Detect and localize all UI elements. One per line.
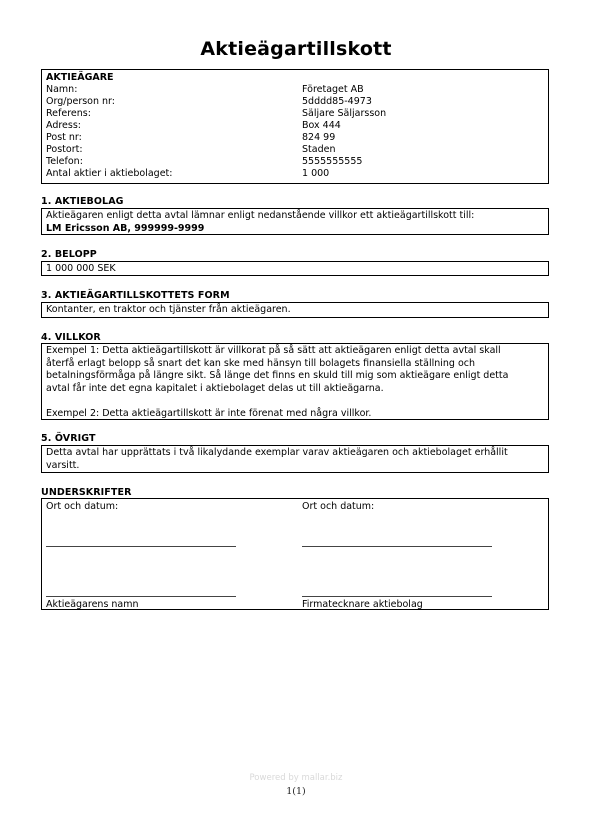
left-name-signature-line [46, 596, 236, 597]
owner-row [46, 132, 544, 144]
section-title-form: 3. AKTIEÄGARTILLSKOTTETS FORM [41, 290, 230, 301]
owner-row [46, 84, 544, 96]
powered-by-footer: Powered by mallar.biz [249, 773, 343, 783]
villkor-line: Exempel 1: Detta aktieägartillskott är villkorat på så sätt att aktieägaren enligt detta avtal skall [46, 345, 501, 356]
right-place-date-label: Ort och datum: [302, 501, 375, 512]
owner-row-label: Antal aktier i aktiebolaget: [46, 168, 173, 179]
belopp-value: 1 000 000 SEK [46, 263, 116, 274]
aktiebolag-text: Aktieägaren enligt detta avtal lämnar enligt nedanstående villkor ett aktieägartillskott till: [46, 210, 475, 221]
right-name-signature-line [302, 596, 492, 597]
owner-row-label: Telefon: [46, 156, 83, 167]
owner-row-value: Staden [302, 144, 336, 155]
owner-row [46, 96, 544, 108]
owner-row [46, 120, 544, 132]
section-title-aktiebolag: 1. AKTIEBOLAG [41, 196, 124, 207]
villkor-line: återfå erlagt belopp så snart det kan ske med hänsyn till bolagets finansiella ställning och [46, 357, 476, 369]
aktiebolag-box [41, 208, 549, 235]
owner-row-label: Namn: [46, 84, 78, 95]
belopp-box [41, 261, 549, 276]
villkor-example2: Exempel 2: Detta aktieägartillskott är inte förenat med några villkor. [46, 407, 372, 419]
owner-row-value: 5dddd85-4973 [302, 96, 372, 107]
owner-row-label: Adress: [46, 120, 82, 131]
owner-row [46, 144, 544, 156]
ovrigt-box [41, 445, 549, 473]
form-text: Kontanter, en traktor och tjänster från aktieägaren. [46, 304, 291, 315]
owner-row-value: 824 99 [302, 132, 336, 143]
left-date-signature-line [46, 546, 236, 547]
form-box [41, 302, 549, 318]
right-name-label: Firmatecknare aktiebolag [302, 599, 423, 610]
aktiebolag-company: LM Ericsson AB, 999999-9999 [46, 222, 205, 234]
left-name-label: Aktieägarens namn [46, 599, 139, 610]
owner-row-label: Org/person nr: [46, 96, 115, 107]
owner-row [46, 156, 544, 168]
ovrigt-line: varsitt. [46, 459, 80, 471]
left-place-date-label: Ort och datum: [46, 501, 119, 512]
page-number: 1(1) [286, 786, 306, 797]
owner-row-label: Post nr: [46, 132, 82, 143]
owner-row-value: 1 000 [302, 168, 330, 179]
owner-heading: AKTIEÄGARE [46, 72, 114, 83]
owner-row-label: Referens: [46, 108, 91, 119]
villkor-box [41, 343, 549, 420]
section-title-signatures: UNDERSKRIFTER [41, 487, 132, 498]
document-title: Aktieägartillskott [200, 38, 392, 60]
owner-row-value: Företaget AB [302, 84, 364, 95]
section-title-ovrigt: 5. ÖVRIGT [41, 433, 96, 444]
owner-row [46, 108, 544, 120]
owner-row-label: Postort: [46, 144, 83, 155]
owner-rows [46, 84, 544, 180]
villkor-line: avtal får inte det egna kapitalet i aktiebolaget delas ut till aktieägarna. [46, 382, 384, 394]
owner-row-value: 5555555555 [302, 156, 363, 167]
owner-row-value: Säljare Säljarsson [302, 108, 387, 119]
right-date-signature-line [302, 546, 492, 547]
owner-row [46, 168, 544, 180]
ovrigt-line: Detta avtal har upprättats i två likalydande exemplar varav aktieägaren och aktiebolaget erhållit [46, 447, 508, 458]
owner-box [41, 69, 549, 184]
section-title-belopp: 2. BELOPP [41, 249, 97, 260]
signatures-box [41, 498, 549, 610]
section-title-villkor: 4. VILLKOR [41, 332, 101, 343]
villkor-line: betalningsförmåga på längre sikt. Så länge det finns en skuld till mig som aktieägare enligt detta [46, 370, 509, 381]
owner-row-value: Box 444 [302, 120, 341, 131]
